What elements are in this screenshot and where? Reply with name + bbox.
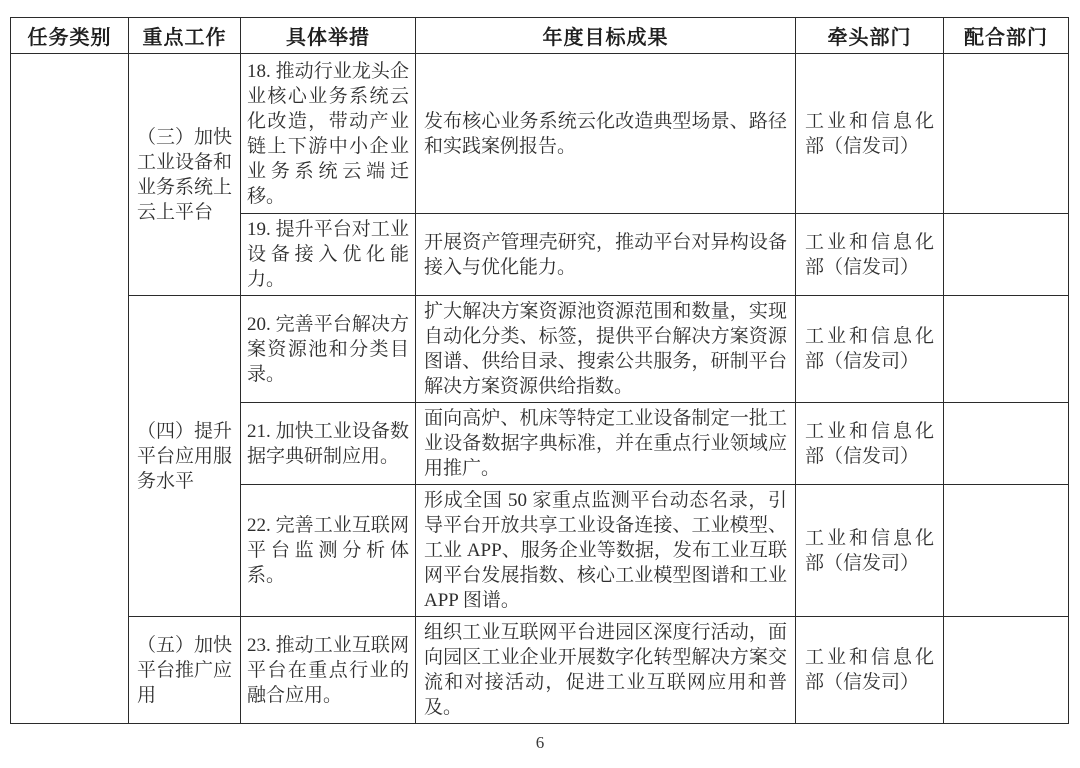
lead-department-cell-19: 工业和信息化部（信发司） (796, 214, 944, 296)
lead-department-cell-20: 工业和信息化部（信发司） (796, 296, 944, 403)
support-department-cell-19 (944, 214, 1069, 296)
outcome-cell-22: 形成全国 50 家重点监测平台动态名录，引导平台开放共享工业设备连接、工业模型、工业 APP、服务企业等数据，发布工业互联网平台发展指数、核心工业模型图谱和工业 APP 图谱。 (416, 485, 796, 617)
support-department-cell-18 (944, 54, 1069, 214)
header-outcome: 年度目标成果 (416, 18, 796, 54)
support-department-cell-21 (944, 403, 1069, 485)
outcome-cell-23: 组织工业互联网平台进园区深度行活动，面向园区工业企业开展数字化转型解决方案交流和对接活动，促进工业互联网应用和普及。 (416, 617, 796, 724)
lead-department-cell-23: 工业和信息化部（信发司） (796, 617, 944, 724)
support-department-cell-20 (944, 296, 1069, 403)
measure-cell-22: 22. 完善工业互联网平台监测分析体系。 (241, 485, 416, 617)
header-measure: 具体举措 (241, 18, 416, 54)
table-row-20 (11, 296, 1069, 403)
header-support-department: 配合部门 (944, 18, 1069, 54)
key-work-cell-4: （四）提升平台应用服务水平 (129, 296, 241, 617)
outcome-cell-18: 发布核心业务系统云化改造典型场景、路径和实践案例报告。 (416, 54, 796, 214)
lead-department-cell-18: 工业和信息化部（信发司） (796, 54, 944, 214)
measure-cell-19: 19. 提升平台对工业设备接入优化能力。 (241, 214, 416, 296)
task-category-cell (11, 54, 129, 724)
measure-cell-21: 21. 加快工业设备数据字典研制应用。 (241, 403, 416, 485)
measure-cell-23: 23. 推动工业互联网平台在重点行业的融合应用。 (241, 617, 416, 724)
outcome-cell-19: 开展资产管理壳研究，推动平台对异构设备接入与优化能力。 (416, 214, 796, 296)
key-work-cell-5: （五）加快平台推广应用 (129, 617, 241, 724)
support-department-cell-22 (944, 485, 1069, 617)
header-row (11, 18, 1069, 54)
page-number: 6 (535, 733, 545, 752)
header-key-work: 重点工作 (129, 18, 241, 54)
measure-cell-18: 18. 推动行业龙头企业核心业务系统云化改造，带动产业链上下游中小企业业务系统云端迁移。 (241, 54, 416, 214)
measure-cell-20: 20. 完善平台解决方案资源池和分类目录。 (241, 296, 416, 403)
key-work-cell-3: （三）加快工业设备和业务系统上云上平台 (129, 54, 241, 296)
outcome-cell-21: 面向高炉、机床等特定工业设备制定一批工业设备数据字典标准，并在重点行业领域应用推广。 (416, 403, 796, 485)
lead-department-cell-22: 工业和信息化部（信发司） (796, 485, 944, 617)
task-plan-table (10, 17, 1069, 724)
outcome-cell-20: 扩大解决方案资源池资源范围和数量，实现自动化分类、标签，提供平台解决方案资源图谱、供给目录、搜索公共服务，研制平台解决方案资源供给指数。 (416, 296, 796, 403)
header-task-category: 任务类别 (11, 18, 129, 54)
table-row-23 (11, 617, 1069, 724)
header-lead-department: 牵头部门 (796, 18, 944, 54)
table-row-18 (11, 54, 1069, 214)
support-department-cell-23 (944, 617, 1069, 724)
lead-department-cell-21: 工业和信息化部（信发司） (796, 403, 944, 485)
